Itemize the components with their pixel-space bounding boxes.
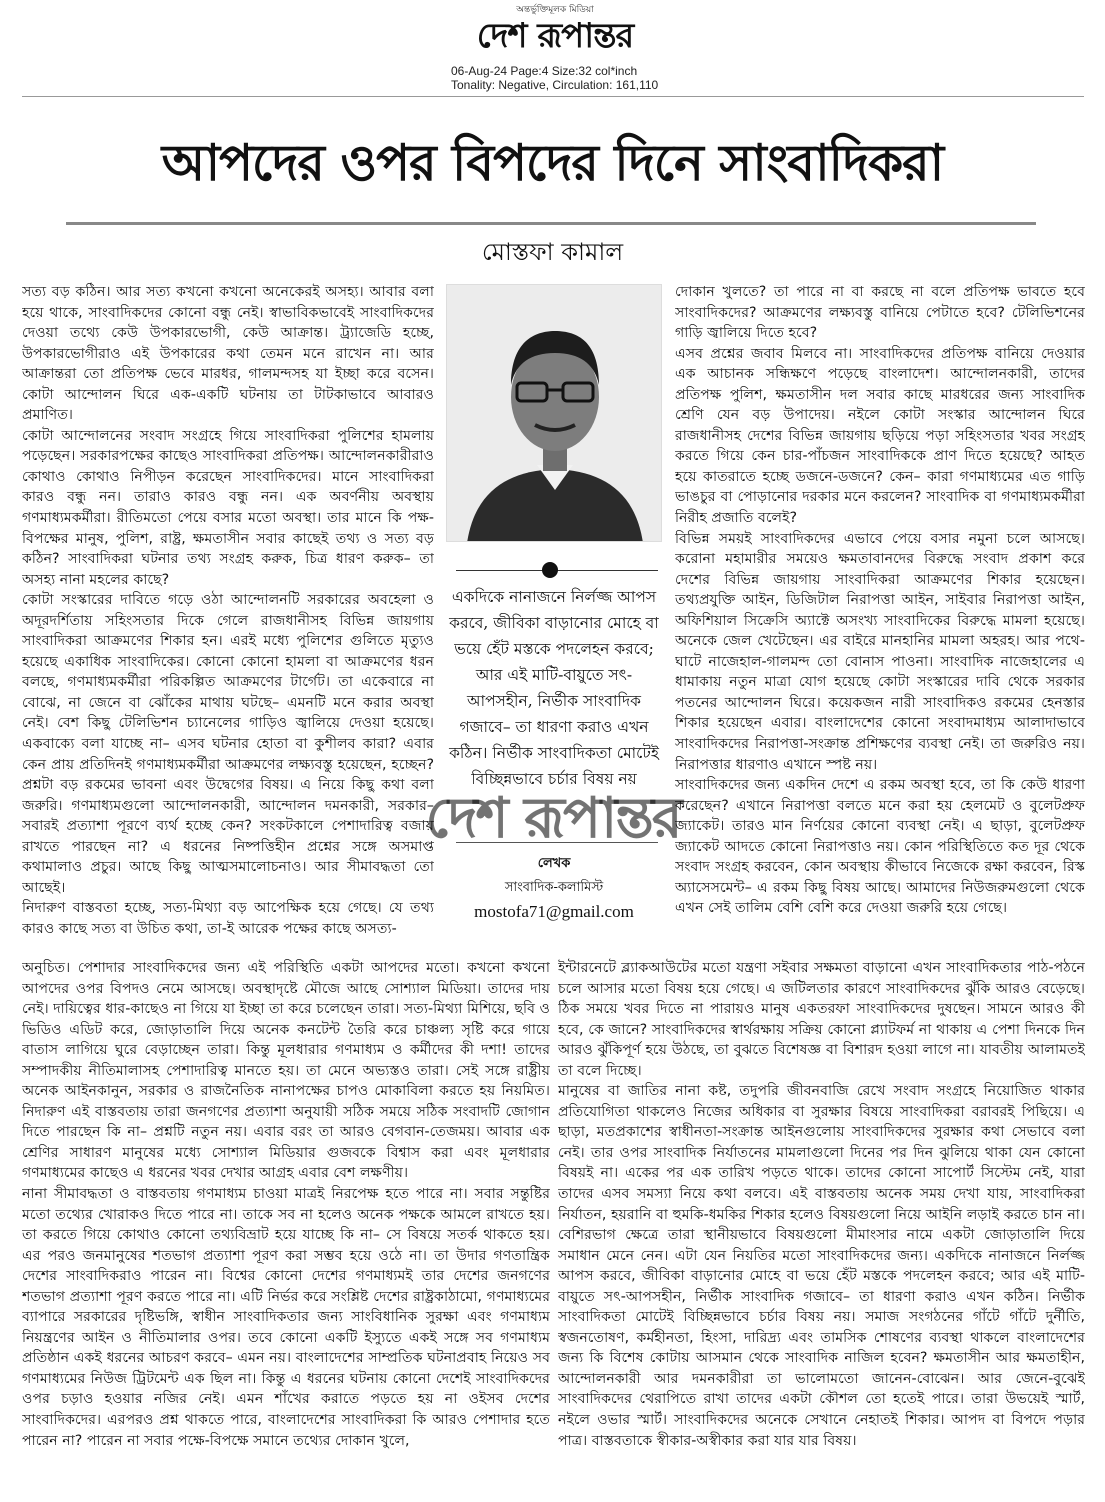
author-role: লেখক xyxy=(537,856,571,871)
author-portrait-icon xyxy=(447,285,662,542)
paragraph: নানা সীমাবদ্ধতা ও বাস্তবতায় গণমাধ্যম চাওয়া মাত্রই নিরপেক্ষ হতে পারে না। সবার সন্তুষ্টির মতো তথ্যের খোরাকও দিতে পারে না। তাকে সব না হলেও অনেক পক্ষকে আমলে রাখতে হয়। তা করতে গিয়ে কোথাও কোনো তথ্যবিভ্রাট হয়ে যাচ্ছে কি না– সে বিষয়ে সতর্ক থাকতে হয়। এর পরও জনমানুষের শতভাগ প্রত্যাশা পূরণ করা সম্ভব হয়ে ওঠে না। তা উদার গণতান্ত্রিক দেশের সাংবাদিকরাও পারেন না। বিশ্বের কোনো দেশের গণমাধ্যমই তার দেশের জনগণের শতভাগ প্রত্যাশা পূরণ করতে পারে না। এটি নির্ভর করে সংশ্লিষ্ট দেশের রাষ্ট্রকাঠামো, গণমাধ্যমের ব্যাপারে সরকারের দৃষ্টিভঙ্গি, স্বাধীন সাংবাদিকতার জন্য সাংবিধানিক সুরক্ষা এবং গণমাধ্যম নিয়ন্ত্রণের আইন ও নীতিমালার ওপর। তবে কোনো একটি ইস্যুতে একই সঙ্গে সব গণমাধ্যম প্রতিষ্ঠান একই ধরনের আচরণ করবে– এমন নয়। বাংলাদেশের সাম্প্রতিক ঘটনাপ্রবাহ নিয়েও সব গণমাধ্যমের নিউজ ট্রিটমেন্ট এক ছিল না। কিন্তু এ ধরনের ঘটনায় কোনো দেশেই সাংবাদিকদের ওপর চড়াও হওয়ার নজির নেই। এমন শাঁখের করাতে পড়তে হয় না ওইসব দেশের সাংবাদিকদের। এরপরও প্রশ্ন থাকতে পারে, বাংলাদেশের সাংবাদিকরা কি আরও পেশাদার হতে পারেন না? পারেন না সবার পক্ষে-বিপক্ষে সমানে তথ্যের দোকান খুলে, xyxy=(22,1186,550,1449)
paragraph: কোটা সংস্কারের দাবিতে গড়ে ওঠা আন্দোলনটি সরকারের অবহেলা ও অদূরদর্শিতায় সহিংসতার দিকে গেলে রাজধানীসহ বিভিন্ন জায়গায় সাংবাদিকরা আক্রমণের শিকার হন। এরই মধ্যে পুলিশের গুলিতে মৃত্যুও হয়েছে একাধিক সাংবাদিকের। কোনো কোনো হামলা বা আক্রমণের ধরন বলছে, গণমাধ্যমকর্মীরা পরিকল্পিত আক্রমণের টার্গেট। তা একেবারে না বোঝে, না জেনে বা ঝোঁকের মাথায় ঘটছে– এমনটি মনে করার অবস্থা নেই। বেশ কিছু টেলিভিশন চ্যানেলের গাড়িও জ্বালিয়ে দেওয়া হয়েছে। একবাক্যে বলা যাচ্ছে না– এসব ঘটনার হোতা বা কুশীলব কারা? এবার কেন প্রায় প্রতিদিনই গণমাধ্যমকর্মীরা আক্রমণের লক্ষ্যবস্তু হয়েছেন, হচ্ছেন? প্রশ্নটা বড় রকমের ভাবনা এবং উদ্বেগের বিষয়। এ নিয়ে কিছু কথা বলা জরুরি। গণমাধ্যমগুলো আন্দোলনকারী, আন্দোলন দমনকারী, সরকার– সবারই প্রত্যাশা পূরণে ব্যর্থ হচ্ছে কেন? সংকটকালে পেশাদারিত্ব বজায় রাখতে পারছেন না? এ ধরনের নিষ্পত্তিহীন প্রশ্নের সঙ্গে অসমাপ্ত কথামালাও প্রচুর। আছে কিছু আত্মসমালোচনাও। আর সীমাবদ্ধতা তো আছেই। xyxy=(22,592,434,896)
masthead xyxy=(0,0,1105,100)
masthead-divider xyxy=(22,96,1084,97)
author-divider xyxy=(456,842,658,843)
pullquote: একদিকে নানাজনে নির্লজ্জ আপস করবে, জীবিকা বাড়ানোর মোহে বা ভয়ে হেঁট মস্তকে পদলেহন করবে; আর এই মাটি-বায়ুতে সৎ-আপসহীন, নির্ভীক সাংবাদিক গজাবে– তা ধারণা করাও এখন কঠিন। নির্ভীক সাংবাদিকতা মোটেই বিচ্ছিন্নভাবে চর্চার বিষয় নয় xyxy=(449,588,659,788)
article-byline: মোস্তফা কামাল xyxy=(481,238,624,266)
pullquote-dot-icon xyxy=(542,562,558,578)
author-email: mostofa71@gmail.com xyxy=(474,902,634,921)
clipping-meta-tonality: Tonality: Negative, Circulation: 161,110 xyxy=(451,78,659,92)
headline-divider xyxy=(66,222,1036,225)
author-photo xyxy=(446,284,662,542)
author-title: সাংবাদিক-কলামিস্ট xyxy=(504,880,604,895)
newspaper-logo: দেশ রূপান্তর xyxy=(476,16,634,56)
column-bottom-right xyxy=(558,958,1085,1485)
paragraph: অনুচিত। পেশাদার সাংবাদিকদের জন্য এই পরিস্থিতি একটা আপদের মতো। কখনো কখনো আপদের ওপর বিপদও নেমে আসছে। অবস্থাদৃষ্টে মৌজে আছে সোশ্যাল মিডিয়া। তাদের দায় নেই। দায়িত্বের ধার-কাছেও না গিয়ে যা ইচ্ছা তা করে চলেছেন তারা। সত্য-মিথ্যা মিশিয়ে, ছবি ও ভিডিও এডিট করে, জোড়াতালি দিয়ে অনেক কনটেন্ট তৈরি করে চাঞ্চল্য সৃষ্টি করে গায়ে বাতাস লাগিয়ে ঘুরে বেড়াচ্ছেন তারা। কিন্তু মূলধারার গণমাধ্যম ও কর্মীদের কী দশা! তাদের সম্পাদকীয় নীতিমালাসহ পেশাদারিত্ব মানতে হয়। তা মেনে অভ্যস্তও তারা। সেই সঙ্গে রাষ্ট্রীয় অনেক আইনকানুন, সরকার ও রাজনৈতিক নানাপক্ষের চাপও মোকাবিলা করতে হয় নিয়মিত। নিদারুণ এই বাস্তবতায় তারা জনগণের প্রত্যাশা অনুযায়ী সঠিক সময়ে সঠিক সংবাদটি জোগান দিতে পারছেন কি না– প্রশ্নটি নতুন নয়। এবার বরং তা আরও বেগবান-তেজময়। আবার এক শ্রেণির সাধারণ মানুষের মধ্যে সোশ্যাল মিডিয়ার গুজবকে বিশ্বাস করা এবং মূলধারার গণমাধ্যমের কাছেও এ ধরনের খবর দেখার আগ্রহ এবার বেশ লক্ষণীয়। xyxy=(22,960,550,1182)
paragraph: সাংবাদিকদের জন্য একদিন দেশে এ রকম অবস্থা হবে, তা কি কেউ ধারণা করেছেন? এখানে নিরাপত্তা বলতে মনে করা হয় হেলমেট ও বুলেটপ্রুফ জ্যাকেট। তারও মান নির্ণয়ের কোনো ব্যবস্থা নেই। এ ছাড়া, বুলেটপ্রুফ জ্যাকেট আদতে কোনো নিরাপত্তাও নয়। কোন পরিস্থিতিতে কত দূর থেকে সংবাদ সংগ্রহ করবেন, কোন অবস্থায় কীভাবে নিজেকে রক্ষা করবেন, রিস্ক অ্যাসেসমেন্ট– এ রকম কিছু বিষয় আছে। আমাদের নিউজরুমগুলো থেকে এখন সেই তালিম বেশি বেশি করে দেওয়া জরুরি হয়ে গেছে। xyxy=(675,777,1085,917)
paragraph: কোটা আন্দোলনের সংবাদ সংগ্রহে গিয়ে সাংবাদিকরা পুলিশের হামলায় পড়েছেন। সরকারপক্ষের কাছেও সাংবাদিকরা প্রতিপক্ষ। আন্দোলনকারীরাও কোথাও কোথাও নিপীড়ন করেছেন সাংবাদিকদের। মানে সাংবাদিকরা কারও বন্ধু নন। তারাও কারও বন্ধু নন। এক অবর্ণনীয় অবস্থায় গণমাধ্যমকর্মীরা। রীতিমতো পেয়ে বসার মতো অবস্থা। তার মানে কি পক্ষ-বিপক্ষের মানুষ, পুলিশ, রাষ্ট্র, ক্ষমতাসীন সবার কাছেই তথ্য ও সত্য বড় কঠিন? সাংবাদিকরা ঘটনার তথ্য সংগ্রহ করুক, চিত্র ধারণ করুক– তা অসহ্য নানা মহলের কাছে? xyxy=(22,427,434,588)
paragraph: দোকান খুলতে? তা পারে না বা করছে না বলে প্রতিপক্ষ ভাবতে হবে সাংবাদিকদের? আক্রমণের লক্ষ্যবস্তু বানিয়ে পেটাতে হবে? টেলিভিশনের গাড়ি জ্বালিয়ে দিতে হবে? xyxy=(675,284,1085,342)
column-right xyxy=(675,282,1085,955)
masthead-tagline: অন্তর্ভুক্তিমূলক মিডিয়া xyxy=(516,5,594,15)
column-bottom-left xyxy=(22,958,550,1485)
paragraph: এসব প্রশ্নের জবাব মিলবে না। সাংবাদিকদের প্রতিপক্ষ বানিয়ে দেওয়ার এক আচানক সন্ধিক্ষণে পড়েছে বাংলাদেশ। আন্দোলনকারী, তাদের প্রতিপক্ষ পুলিশ, ক্ষমতাসীন দল সবার কাছে মারধরের জন্য সাংবাদিক শ্রেণি যেন বড় উপাদেয়। নইলে কোটা সংস্কার আন্দোলন ঘিরে রাজধানীসহ দেশের বিভিন্ন জায়গায় ছড়িয়ে পড়া সহিংসতার খবর সংগ্রহ করতে গিয়ে কেন চার-পাঁচজন সাংবাদিককে প্রাণ দিতে হয়েছে? আহত হয়ে কাতরাতে হচ্ছে ডজনে-ডজনে? কেন– কারা গণমাধ্যমের এত গাড়ি ভাঙচুর বা পোড়ানোর দরকার মনে করলেন? সাংবাদিক বা গণমাধ্যমকর্মীরা নিরীহ প্রজাতি বলেই? xyxy=(675,345,1085,527)
newspaper-watermark: দেশ রূপান্তর xyxy=(425,785,681,851)
clipping-meta-date-page: 06-Aug-24 Page:4 Size:32 col*inch xyxy=(451,64,638,78)
paragraph: সত্য বড় কঠিন। আর সত্য কখনো কখনো অনেকেরই অসহ্য। আবার বলা হয়ে থাকে, সাংবাদিকদের কোনো বন্ধু নেই। স্বাভাবিকভাবেই সাংবাদিকদের দেওয়া তথ্যে কেউ উপকারভোগী, কেউ আক্রান্ত। ট্র্যাজেডি হচ্ছে, উপকারভোগীরাও এই উপকারের কথা তেমন মনে রাখেন না। আর আক্রান্তরা তো প্রতিপক্ষ ভেবে মারধর, গালমন্দসহ যা ইচ্ছা করে বসেন। কোটা আন্দোলন ঘিরে এক-একটি ঘটনায় তা টাটকাভাবে আবারও প্রমাণিত। xyxy=(22,284,434,424)
paragraph: বিভিন্ন সময়ই সাংবাদিকদের এভাবে পেয়ে বসার নমুনা চলে আসছে। করোনা মহামারীর সময়েও ক্ষমতাবানদের বিরুদ্ধে সংবাদ প্রকাশ করে দেশের বিভিন্ন জায়গায় সাংবাদিকরা আক্রমণের শিকার হয়েছেন। তথ্যপ্রযুক্তি আইন, ডিজিটাল নিরাপত্তা আইন, সাইবার নিরাপত্তা আইন, অফিশিয়াল সিক্রেসি অ্যাক্টে অসংখ্য সাংবাদিকের বিরুদ্ধে মামলা হয়েছে। অনেকে জেল খেটেছেন। এর বাইরে মানহানির মামলা অহরহ। আর পথে-ঘাটে নাজেহাল-গালমন্দ তো বোনাস পাওনা। সাংবাদিক নাজেহালের এ ধামাকায় নতুন মাত্রা যোগ হয়েছে কোটা সংস্কারের দাবি থেকে সরকার পতনের আন্দোলন ঘিরে। কয়েকজন নারী সাংবাদিকও রকমের হেনস্তার শিকার হয়েছেন এবার। বাংলাদেশের কোনো সংবাদমাধ্যম আলাদাভাবে সাংবাদিকদের নিরাপত্তা-সংক্রান্ত প্রশিক্ষণের ব্যবস্থা নেই। তা জরুরিও নয়। নিরাপত্তার ধারণাও এখানে স্পষ্ট নয়। xyxy=(675,530,1085,773)
paragraph: নিদারুণ বাস্তবতা হচ্ছে, সত্য-মিথ্যা বড় আপেক্ষিক হয়ে গেছে। যে তথ্য কারও কাছে সত্য বা উচিত কথা, তা-ই আরেক পক্ষের কাছে অসত্য- xyxy=(22,900,434,937)
paragraph: মানুষের বা জাতির নানা কষ্ট, তদুপরি জীবনবাজি রেখে সংবাদ সংগ্রহে নিয়োজিত থাকার প্রতিযোগিতা থাকলেও নিজের অধিকার বা সুরক্ষার বিষয়ে সাংবাদিকরা বরাবরই পিছিয়ে। এ ছাড়া, মতপ্রকাশের স্বাধীনতা-সংক্রান্ত আইনগুলোয় সাংবাদিকদের সুরক্ষার কথা সেভাবে বলা নেই। তার ওপর সাংবাদিক নির্যাতনের মামলাগুলো দিনের পর দিন ঝুলিয়ে থাকা যেন কোনো বিষয়ই না। একের পর এক তারিখ পড়তে থাকে। তাদের কোনো সাপোর্ট সিস্টেম নেই, যারা তাদের এসব সমস্যা নিয়ে কথা বলবে। এই বাস্তবতায় অনেক সময় দেখা যায়, সাংবাদিকরা নির্যাতন, হয়রানি বা হুমকি-ধমকির শিকার হলেও বিষয়গুলো নিয়ে আইনি লড়াই করতে চান না। বেশিরভাগ ক্ষেত্রে তারা স্থানীয়ভাবে বিষয়গুলো মীমাংসার নামে একটা জোড়াতালি দিয়ে সমাধান মেনে নেন। এটা যেন নিয়তির মতো সাংবাদিকদের জন্য। একদিকে নানাজনে নির্লজ্জ আপস করবে, জীবিকা বাড়ানোর মোহে বা ভয়ে হেঁট মস্তকে পদলেহন করবে; আর এই মাটি-বায়ুতে সৎ-আপসহীন, নির্ভীক সাংবাদিক গজাবে– তা ধারণা করাও এখন কঠিন। নির্ভীক সাংবাদিকতা মোটেই বিচ্ছিন্নভাবে চর্চার বিষয় নয়। সমাজ সংগঠনের গাঁটে গাঁটে দুর্নীতি, স্বজনতোষণ, কর্মহীনতা, হিংসা, দারিদ্র্য এবং তামসিক শোষণের ব্যবস্থা থাকলে বাংলাদেশের জন্য কি বিশেষ কোটায় আসমান থেকে সাংবাদিক নাজিল হবেন? ক্ষমতাসীন আর ক্ষমতাহীন, আন্দোলনকারী আর দমনকারীরা তা ভালোমতো জানেন-বোঝেন। আর জেনে-বুঝেই সাংবাদিকদের থেরাপিতে রাখা তাদের একটা কৌশল তো হতেই পারে। তারা উভয়েই স্মার্ট, নইলে ওভার স্মার্ট। সাংবাদিকদের অনেকে সেখানে নেহাতই শিকার। আপদ বা বিপদে পড়ার পাত্র। বাস্তবতাকে স্বীকার-অস্বীকার করা যার যার বিষয়। xyxy=(558,1083,1085,1449)
article-headline: আপদের ওপর বিপদের দিনে সাংবাদিকরা xyxy=(161,133,944,192)
paragraph: ইন্টারনেটে ব্ল্যাকআউটের মতো যন্ত্রণা সইবার সক্ষমতা বাড়ানো এখন সাংবাদিকতার পাঠ-পঠনে চলে আসার মতো বিষয় হয়ে গেছে। এ জটিলতার কারণে সাংবাদিকদের ঝুঁকি আরও বেড়েছে। ঠিক সময়ে খবর দিতে না পারায়ও মানুষ একতরফা সাংবাদিকদের দুষছেন। সামনে আরও কী হবে, কে জানে? সাংবাদিকদের স্বার্থরক্ষায় সক্রিয় কোনো প্ল্যাটফর্ম না থাকায় এ পেশা দিনকে দিন আরও ঝুঁকিপূর্ণ হয়ে উঠছে, তা বুঝতে বিশেষজ্ঞ বা বিশারদ হওয়া লাগে না। যাবতীয় আলামতই তা বলে দিচ্ছে। xyxy=(558,960,1085,1079)
column-left xyxy=(22,282,434,958)
